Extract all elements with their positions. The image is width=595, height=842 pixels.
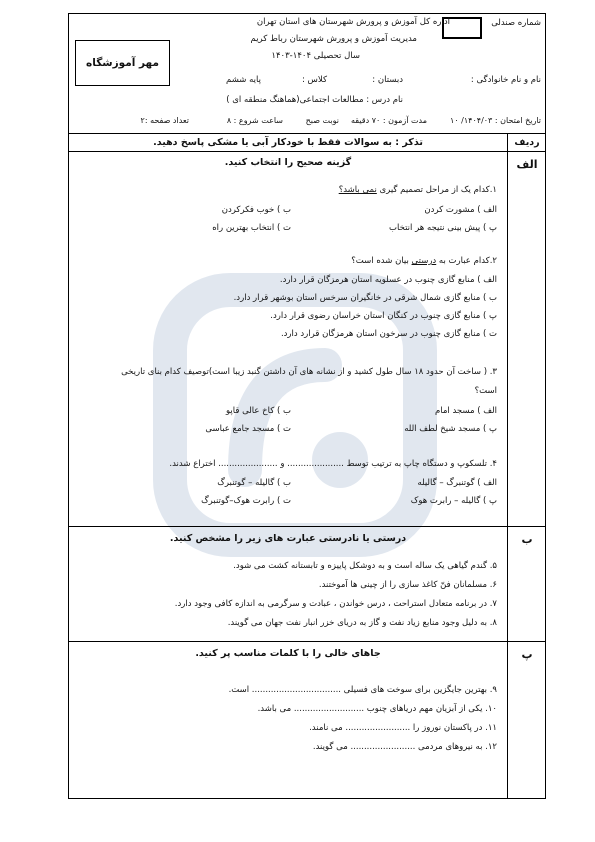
student-name-label: نام و نام خانوادگی :	[470, 75, 541, 85]
question-2-text: ۲.کدام عبارت به	[436, 256, 497, 266]
section-c-title: جاهای خالی را با کلمات مناسب پر کنید.	[195, 648, 381, 659]
section-a-letter: الف	[516, 158, 538, 171]
question-4: ۴. تلسکوپ و دستگاه چاپ به ترتیب توسط ..................... و ...................... اختراع شدند.	[169, 459, 497, 469]
q4-option-d[interactable]: ت ) رابرت هوک–گوتنبرگ	[201, 496, 291, 506]
section-a-title: گزینه صحیح را انتخاب کنید.	[224, 157, 352, 168]
q4-option-c[interactable]: پ ) گالیله – رابرت هوک	[410, 496, 497, 506]
grade-label: پایه ششم	[226, 75, 261, 85]
instruction-note: تذکر : به سوالات فقط با خودکار آبی یا مشکی پاسخ دهید.	[153, 137, 423, 148]
section-c-letter: پ	[521, 648, 533, 661]
question-2	[351, 256, 497, 266]
seat-number-label: شماره صندلی	[491, 18, 541, 28]
question-10: ۱۰. یکی از آبزیان مهم دریاهای چنوب .......................... می باشد.	[257, 704, 497, 714]
question-2-underlined: درستی	[411, 256, 437, 266]
exam-shift: نوبت صبح	[305, 116, 339, 125]
question-12: ۱۲. به نیروهای مردمی ........................ می گویند.	[312, 742, 497, 752]
question-8: ۸. به دلیل وجود منابع زیاد نفت و گاز به دریای خزر انبار نفت جهان می گویند.	[227, 618, 497, 628]
question-7: ۷. در برنامه متعادل استراحت ، درس خواندن ، عبادت و سرگرمی به اندازه کافی وجود دارد.	[174, 599, 497, 609]
school-year: سال تحصیلی ۱۴۰۴-۱۴۰۳	[271, 51, 360, 61]
exam-sheet	[68, 13, 546, 799]
question-3-line-2: است؟	[474, 386, 497, 396]
q2-option-d[interactable]: ت ) منابع گازی چنوب در سرخون استان هرمزگان قرارد دارد.	[280, 329, 497, 339]
q3-option-b[interactable]: ب ) کاخ عالی قاپو	[226, 406, 291, 416]
class-label: کلاس :	[301, 75, 327, 85]
column-divider	[507, 134, 508, 798]
q2-option-a[interactable]: الف ) منابع گازی چنوب در عسلویه استان هرمزگان قرار دارد.	[279, 275, 497, 285]
q1-option-d[interactable]: ت ) انتخاب بهترین راه	[212, 223, 291, 233]
q2-option-b[interactable]: ب ) منابع گازی شمال شرقی در خانگیران سرخس استان بوشهر قرار دارد.	[233, 293, 497, 303]
exam-duration: مدت آزمون : ۷۰ دقیقه	[351, 116, 427, 125]
question-3-line-1: ۳. ( ساخت آن حدود ۱۸ سال طول کشید و از نشانه های آن داشتن گنبد زیبا است)توصیف کدام بنای تاریخی	[121, 367, 497, 377]
row-divider	[69, 641, 545, 642]
row-divider	[69, 151, 545, 152]
school-label: دبستان :	[372, 75, 403, 85]
q4-option-a[interactable]: الف ) گوتنبرگ – گالیله	[417, 478, 497, 488]
q1-option-b[interactable]: ب ) خوب فکرکردن	[221, 205, 291, 215]
org-line-1: اداره کل آموزش و پرورش شهرستان های استان تهران	[256, 17, 450, 27]
q1-option-a[interactable]: الف ) مشورت کردن	[424, 205, 497, 215]
school-stamp-box: مهر آموزشگاه	[75, 40, 170, 86]
question-1	[339, 185, 497, 195]
question-table	[68, 134, 546, 799]
section-b-letter: ب	[521, 533, 533, 546]
question-5: ۵. گندم گیاهی یک ساله است و به دوشکل پاییزه و تابستانه کشت می شود.	[233, 561, 497, 571]
q4-option-b[interactable]: ب ) گالیله – گوتنبرگ	[217, 478, 291, 488]
row-column-label: ردیف	[514, 137, 540, 148]
start-time: ساعت شروع : ۸	[226, 116, 283, 125]
question-11: ۱۱. در پاکستان نوروز را ........................ می نامند.	[309, 723, 497, 733]
q3-option-c[interactable]: پ ) مسجد شیخ لطف الله	[404, 424, 497, 434]
subject-line: نام درس : مطالعات اجتماعی(هماهنگ منطقه ای )	[226, 95, 403, 105]
exam-header	[68, 13, 546, 134]
section-b-title: درستی یا نادرستی عبارت های زیر را مشخص کنید.	[169, 533, 407, 544]
page-count: تعداد صفحه :۲	[140, 116, 189, 125]
row-divider	[69, 526, 545, 527]
question-9: ۹. بهترین جایگزین برای سوخت های فسیلی ................................. است.	[228, 685, 497, 695]
question-2-tail: بیان شده است؟	[351, 256, 412, 266]
question-1-underlined: نمی باشد؟	[338, 185, 377, 195]
q2-option-c[interactable]: پ ) منابع گازی چنوب در کنگان استان خراسان رضوی قرار دارد.	[270, 311, 497, 321]
org-line-2: مدیریت آموزش و پرورش شهرستان رباط کریم	[250, 34, 417, 44]
q1-option-c[interactable]: پ ) پیش بینی نتیجه هر انتخاب	[389, 223, 497, 233]
q3-option-a[interactable]: الف ) مسجد امام	[434, 406, 497, 416]
q3-option-d[interactable]: ت ) مسجد جامع عباسی	[205, 424, 291, 434]
question-1-text: ۱.کدام یک از مراحل تصمیم گیری	[376, 185, 497, 195]
question-6: ۶. مسلمانان فنّ کاغذ سازی را از چینی ها آموختند.	[318, 580, 497, 590]
exam-date: تاریخ امتحان : ۱۴۰۴/۰۳/ ۱۰	[450, 116, 541, 125]
